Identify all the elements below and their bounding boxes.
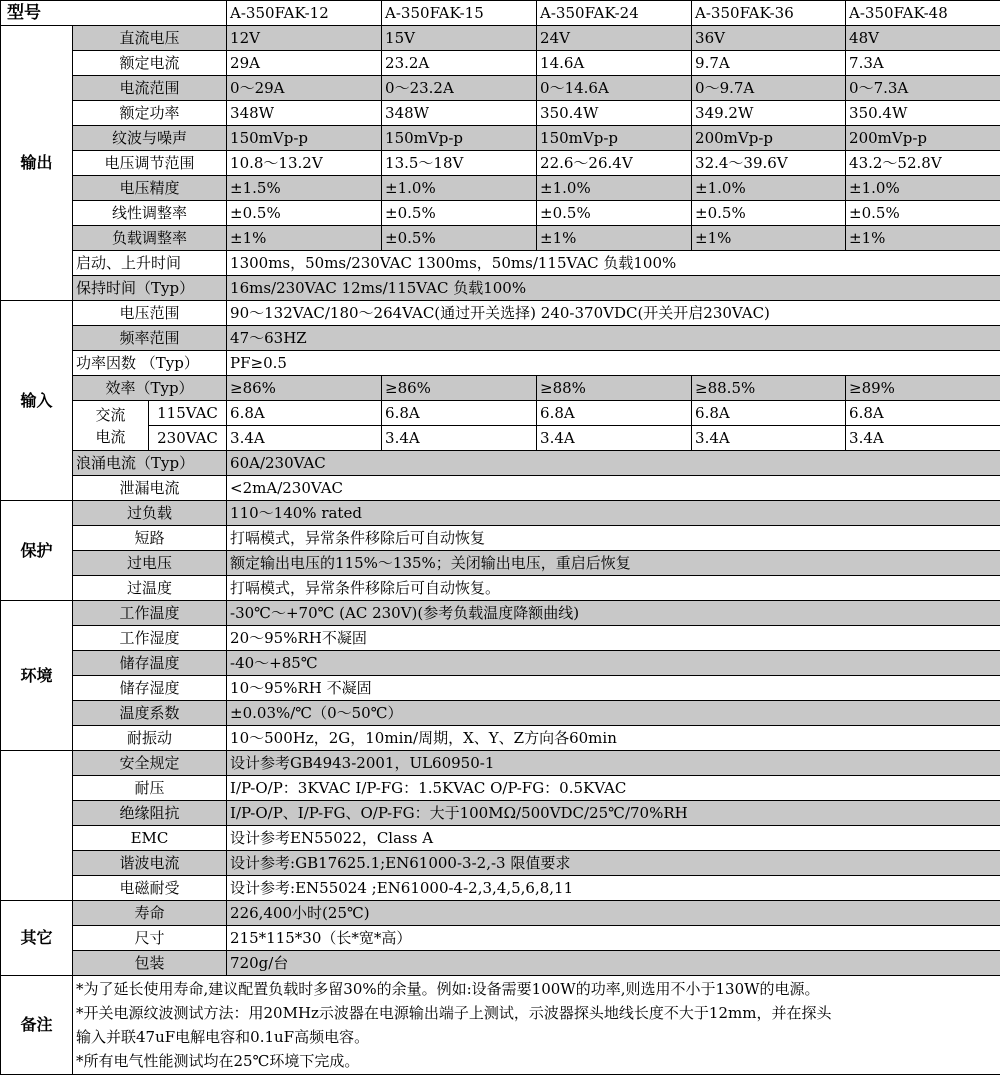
protection-row (1, 526, 1000, 551)
notes-row (1, 976, 1000, 1075)
cell-value: 0～29A (227, 76, 382, 101)
output-row (1, 251, 1000, 276)
row-label: 直流电压 (73, 26, 227, 51)
cell-value: 226,400小时(25℃) (227, 901, 1000, 926)
cell-value: ±0.5% (846, 201, 1000, 226)
cell-value: 设计参考:GB17625.1;EN61000-3-2,-3 限值要求 (227, 851, 1000, 876)
cell-value: 110～140% rated (227, 501, 1000, 526)
cell-value: 12V (227, 26, 382, 51)
cell-value: 3.4A (846, 426, 1000, 451)
input-row (1, 401, 1000, 426)
input-row (1, 326, 1000, 351)
cell-value: ±1% (846, 226, 1000, 251)
row-label: 储存温度 (73, 651, 227, 676)
cell-value: 200mVp-p (846, 126, 1000, 151)
row-label: 电压范围 (73, 301, 227, 326)
cell-value: 3.4A (692, 426, 846, 451)
cell-value: ±0.5% (537, 201, 692, 226)
input-row (1, 376, 1000, 401)
cell-value: 23.2A (382, 51, 537, 76)
notes-content (73, 976, 1000, 1075)
cell-value: 24V (537, 26, 692, 51)
cell-value: 6.8A (537, 401, 692, 426)
cell-value: ±0.5% (692, 201, 846, 226)
note-line: *为了延长使用寿命,建议配置负载时多留30%的余量。例如:设备需要100W的功率,则选用不小于130W的电源。 (76, 980, 820, 998)
model-name: A-350FAK-36 (692, 1, 846, 26)
environment-row (1, 676, 1000, 701)
row-label: 包装 (73, 951, 227, 976)
row-label: 储存湿度 (73, 676, 227, 701)
row-label: 效率（Typ） (73, 376, 227, 401)
row-label: 额定电流 (73, 51, 227, 76)
safety-row (1, 826, 1000, 851)
output-row (1, 101, 1000, 126)
cell-value: ≥86% (382, 376, 537, 401)
row-label: 短路 (73, 526, 227, 551)
ac-current-label (73, 401, 149, 451)
environment-row (1, 651, 1000, 676)
row-label: 泄漏电流 (73, 476, 227, 501)
cell-value: 3.4A (227, 426, 382, 451)
row-label: 过温度 (73, 576, 227, 601)
cell-value: 200mVp-p (692, 126, 846, 151)
output-row (1, 26, 1000, 51)
output-row (1, 201, 1000, 226)
protection-row (1, 501, 1000, 526)
row-label: 过电压 (73, 551, 227, 576)
other-row (1, 926, 1000, 951)
cell-value: 13.5～18V (382, 151, 537, 176)
protection-row (1, 551, 1000, 576)
row-label: 电压调节范围 (73, 151, 227, 176)
row-label: 温度系数 (73, 701, 227, 726)
environment-row (1, 701, 1000, 726)
cell-value: ±1.0% (692, 176, 846, 201)
model-header-row (1, 1, 1000, 26)
model-header-label: 型号 (1, 1, 227, 26)
cell-value: 29A (227, 51, 382, 76)
output-row (1, 76, 1000, 101)
output-row (1, 226, 1000, 251)
cell-value: ±0.5% (382, 201, 537, 226)
row-label: 功率因数 （Typ） (73, 351, 227, 376)
cell-value: 0～7.3A (846, 76, 1000, 101)
ac-current-label-line2: 电流 (95, 427, 126, 446)
row-label: 谐波电流 (73, 851, 227, 876)
row-label: 电流范围 (73, 76, 227, 101)
section-notes-label: 备注 (1, 976, 73, 1075)
cell-value: 15V (382, 26, 537, 51)
cell-value: ≥88% (537, 376, 692, 401)
cell-value: 150mVp-p (227, 126, 382, 151)
section-safety-label (1, 751, 73, 901)
cell-value: 47～63HZ (227, 326, 1000, 351)
output-row (1, 151, 1000, 176)
section-environment-label: 环境 (1, 601, 73, 751)
row-label: 耐振动 (73, 726, 227, 751)
cell-value: <2mA/230VAC (227, 476, 1000, 501)
section-other-label: 其它 (1, 901, 73, 976)
cell-value: 3.4A (382, 426, 537, 451)
row-label: 频率范围 (73, 326, 227, 351)
safety-row (1, 876, 1000, 901)
cell-value: -40～+85℃ (227, 651, 1000, 676)
row-label: 启动、上升时间 (73, 251, 227, 276)
safety-row (1, 801, 1000, 826)
environment-row (1, 601, 1000, 626)
row-label: 工作湿度 (73, 626, 227, 651)
row-label: 过负载 (73, 501, 227, 526)
cell-value: ≥88.5% (692, 376, 846, 401)
section-output-label: 输出 (1, 26, 73, 301)
row-label: 安全规定 (73, 751, 227, 776)
cell-value: 0～14.6A (537, 76, 692, 101)
cell-value: PF≥0.5 (227, 351, 1000, 376)
cell-value: 6.8A (846, 401, 1000, 426)
cell-value: ±1% (227, 226, 382, 251)
cell-value: 9.7A (692, 51, 846, 76)
row-label: 额定功率 (73, 101, 227, 126)
cell-value: 0～9.7A (692, 76, 846, 101)
cell-value: 1300ms，50ms/230VAC 1300ms，50ms/115VAC 负载100% (227, 251, 1000, 276)
cell-value: 6.8A (382, 401, 537, 426)
row-label: 115VAC (149, 401, 227, 426)
output-row (1, 126, 1000, 151)
cell-value: ±0.03%/℃（0～50℃） (227, 701, 1000, 726)
cell-value: 0～23.2A (382, 76, 537, 101)
row-label: 电压精度 (73, 176, 227, 201)
cell-value: 48V (846, 26, 1000, 51)
cell-value: 720g/台 (227, 951, 1000, 976)
cell-value: 22.6～26.4V (537, 151, 692, 176)
cell-value: 90～132VAC/180～264VAC(通过开关选择) 240-370VDC(开关开启230VAC) (227, 301, 1000, 326)
cell-value: 打嗝模式，异常条件移除后可自动恢复 (227, 526, 1000, 551)
cell-value: 打嗝模式，异常条件移除后可自动恢复。 (227, 576, 1000, 601)
note-line: *所有电气性能测试均在25℃环境下完成。 (76, 1052, 360, 1070)
row-label: 寿命 (73, 901, 227, 926)
cell-value: ≥86% (227, 376, 382, 401)
row-label: 工作温度 (73, 601, 227, 626)
section-input-label: 输入 (1, 301, 73, 501)
input-row (1, 426, 1000, 451)
cell-value: 350.4W (537, 101, 692, 126)
row-label: 负载调整率 (73, 226, 227, 251)
cell-value: 215*115*30（长*宽*高） (227, 926, 1000, 951)
input-row (1, 351, 1000, 376)
cell-value: 348W (382, 101, 537, 126)
cell-value: 额定输出电压的115%～135%；关闭输出电压，重启后恢复 (227, 551, 1000, 576)
row-label: 浪涌电流（Typ） (73, 451, 227, 476)
protection-row (1, 576, 1000, 601)
cell-value: 350.4W (846, 101, 1000, 126)
safety-row (1, 776, 1000, 801)
model-name: A-350FAK-12 (227, 1, 382, 26)
row-label: 线性调整率 (73, 201, 227, 226)
other-row (1, 951, 1000, 976)
cell-value: I/P-O/P：3KVAC I/P-FG：1.5KVAC O/P-FG：0.5KVAC (227, 776, 1000, 801)
environment-row (1, 726, 1000, 751)
cell-value: ±1.0% (537, 176, 692, 201)
cell-value: 设计参考EN55022，Class A (227, 826, 1000, 851)
environment-row (1, 626, 1000, 651)
cell-value: ±0.5% (382, 226, 537, 251)
note-line: *开关电源纹波测试方法：用20MHz示波器在电源输出端子上测试，示波器探头地线长度不大于12mm，并在探头 (76, 1004, 832, 1022)
cell-value: 7.3A (846, 51, 1000, 76)
cell-value: 10.8～13.2V (227, 151, 382, 176)
cell-value: 348W (227, 101, 382, 126)
cell-value: 6.8A (227, 401, 382, 426)
cell-value: 3.4A (537, 426, 692, 451)
cell-value: 16ms/230VAC 12ms/115VAC 负载100% (227, 276, 1000, 301)
row-label: 耐压 (73, 776, 227, 801)
output-row (1, 276, 1000, 301)
cell-value: 150mVp-p (537, 126, 692, 151)
output-row (1, 51, 1000, 76)
cell-value: 设计参考GB4943-2001，UL60950-1 (227, 751, 1000, 776)
cell-value: 36V (692, 26, 846, 51)
cell-value: 349.2W (692, 101, 846, 126)
cell-value: 32.4～39.6V (692, 151, 846, 176)
cell-value: 14.6A (537, 51, 692, 76)
model-name: A-350FAK-48 (846, 1, 1000, 26)
row-label: 电磁耐受 (73, 876, 227, 901)
cell-value: ±1.0% (846, 176, 1000, 201)
row-label: 纹波与噪声 (73, 126, 227, 151)
row-label: 绝缘阻抗 (73, 801, 227, 826)
section-protection-label: 保护 (1, 501, 73, 601)
cell-value: 设计参考:EN55024 ;EN61000-4-2,3,4,5,6,8,11 (227, 876, 1000, 901)
row-label: 保持时间（Typ） (73, 276, 227, 301)
model-name: A-350FAK-24 (537, 1, 692, 26)
input-row (1, 451, 1000, 476)
other-row (1, 901, 1000, 926)
model-name: A-350FAK-15 (382, 1, 537, 26)
ac-current-label-line1: 交流 (95, 405, 126, 424)
row-label: 230VAC (149, 426, 227, 451)
cell-value: ±1% (692, 226, 846, 251)
cell-value: ±1% (537, 226, 692, 251)
cell-value: ±0.5% (227, 201, 382, 226)
row-label: EMC (73, 826, 227, 851)
safety-row (1, 751, 1000, 776)
cell-value: 6.8A (692, 401, 846, 426)
cell-value: I/P-O/P、I/P-FG、O/P-FG：大于100MΩ/500VDC/25℃/70%RH (227, 801, 1000, 826)
cell-value: 20～95%RH不凝固 (227, 626, 1000, 651)
cell-value: 43.2～52.8V (846, 151, 1000, 176)
cell-value: 150mVp-p (382, 126, 537, 151)
input-row (1, 476, 1000, 501)
cell-value: -30℃～+70℃ (AC 230V)(参考负载温度降额曲线) (227, 601, 1000, 626)
cell-value: 10～95%RH 不凝固 (227, 676, 1000, 701)
cell-value: ±1.0% (382, 176, 537, 201)
input-row (1, 301, 1000, 326)
output-row (1, 176, 1000, 201)
cell-value: ≥89% (846, 376, 1000, 401)
cell-value: ±1.5% (227, 176, 382, 201)
cell-value: 60A/230VAC (227, 451, 1000, 476)
note-line: 输入并联47uF电解电容和0.1uF高频电容。 (76, 1028, 370, 1046)
row-label: 尺寸 (73, 926, 227, 951)
safety-row (1, 851, 1000, 876)
cell-value: 10～500Hz，2G，10min/周期，X、Y、Z方向各60min (227, 726, 1000, 751)
